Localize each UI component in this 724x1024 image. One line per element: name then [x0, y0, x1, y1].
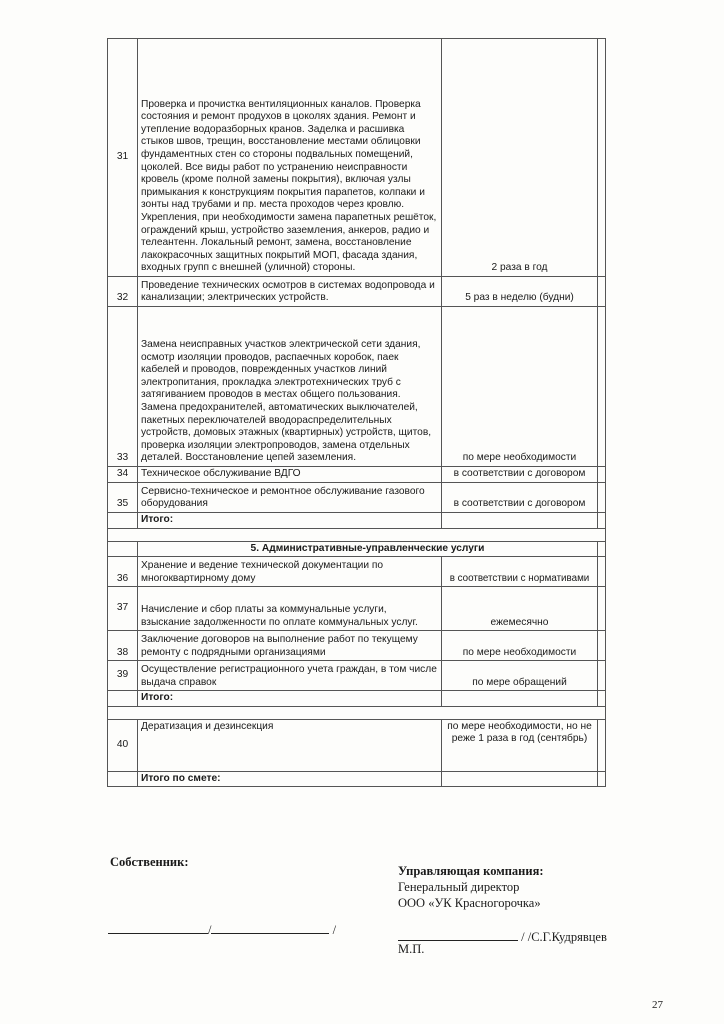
row-description: Проверка и прочистка вентиляционных каналов. Проверка состояния и ремонт продухов в цоколях здания. Ремонт и утепление водоразборных кранов. Заделка и расшивка стыков швов, трещин, восстановление местами облицовки фундаментных стен со стороны подвальных помещений, цоколей. Все виды работ по устранению неисправности кровель (кроме полной замены покрытия), включая узлы примыкания к конструкциям покрытия парапетов, колпаки и зонты над трубами и пр. места проходов через кровлю. Укрепления, при необходимости замена парапетных решёток, ограждений крыш, устройство заземления, анкеров, радио и телеантенн. Локальный ремонт, замена, восстановление лакокрасочных защитных покрытий МОП, фасада здания, входных групп с внешней (уличной) стороны.: [138, 39, 442, 277]
director-signature-line: / /С.Г.Кудрявцев: [398, 928, 607, 945]
subtotal-label: Итого:: [138, 513, 442, 529]
row-number: 37: [108, 587, 138, 631]
table-row: [108, 557, 606, 587]
company-label: Управляющая компания:: [398, 864, 544, 878]
row-frequency: по мере необходимости: [442, 631, 598, 661]
table-row: [108, 631, 606, 661]
table-row: [108, 277, 606, 307]
row-frequency: по мере необходимости: [442, 307, 598, 467]
row-frequency: 5 раз в неделю (будни): [442, 277, 598, 307]
row-description: Хранение и ведение технической документации по многоквартирному дому: [138, 557, 442, 587]
row-frequency: в соответствии с нормативами: [442, 557, 598, 587]
total-label: Итого по смете:: [138, 771, 442, 787]
row-frequency: ежемесячно: [442, 587, 598, 631]
works-table: [107, 38, 606, 787]
owner-signature-line: / /: [108, 921, 336, 938]
subtotal-label: Итого:: [138, 691, 442, 707]
row-number: 33: [108, 307, 138, 467]
owner-label: Собственник:: [110, 855, 189, 869]
table-row: [108, 587, 606, 631]
stamp-label: М.П.: [398, 942, 425, 956]
table-row: [108, 307, 606, 467]
row-number: 36: [108, 557, 138, 587]
row-frequency: по мере обращений: [442, 661, 598, 691]
row-number: 39: [108, 661, 138, 691]
row-description: Осуществление регистрационного учета граждан, в том числе выдача справок: [138, 661, 442, 691]
subtotal-row: [108, 691, 606, 707]
table-row: [108, 661, 606, 691]
row-description: Техническое обслуживание ВДГО: [138, 467, 442, 483]
row-frequency: в соответствии с договором: [442, 483, 598, 513]
table-row: [108, 483, 606, 513]
row-number: 40: [108, 719, 138, 771]
section-title: 5. Административные-управленческие услуги: [138, 541, 598, 557]
row-description: Дератизация и дезинсекция: [138, 719, 442, 771]
row-description: Сервисно-техническое и ремонтное обслуживание газового оборудования: [138, 483, 442, 513]
row-number: 34: [108, 467, 138, 483]
total-row: [108, 771, 606, 787]
row-number: 35: [108, 483, 138, 513]
section-header: [108, 541, 606, 557]
row-description: Заключение договоров на выполнение работ по текущему ремонту с подрядными организациями: [138, 631, 442, 661]
row-number: 32: [108, 277, 138, 307]
row-description: Проведение технических осмотров в системах водопровода и канализации; электрических устройств.: [138, 277, 442, 307]
company-name: ООО «УК Красногорочка»: [398, 896, 541, 910]
table-row: [108, 39, 606, 277]
row-frequency: по мере необходимости, но не реже 1 раза в год (сентябрь): [442, 719, 598, 771]
table-row: [108, 719, 606, 771]
row-description: Замена неисправных участков электрической сети здания, осмотр изоляции проводов, распаечных коробок, паек кабелей и проводов, поврежденных участков линий электропитания, прокладка электротехнических труб с затягиванием проводов в местах общего пользования. Замена предохранителей, автоматических выключателей, пакетных переключателей вводораспределительных устройств, домовых этажных (квартирных) устройств, щитов, проверка изоляции электропроводов, замена отдельных деталей. Восстановление цепей заземления.: [138, 307, 442, 467]
row-frequency: в соответствии с договором: [442, 467, 598, 483]
director-title: Генеральный директор: [398, 880, 520, 894]
row-description: Начисление и сбор платы за коммунальные услуги, взыскание задолженности по оплате коммунальных услуг.: [138, 587, 442, 631]
subtotal-row: [108, 513, 606, 529]
page-number: 27: [652, 999, 663, 1011]
table-row: [108, 467, 606, 483]
row-number: 38: [108, 631, 138, 661]
row-number: 31: [108, 39, 138, 277]
director-name: /С.Г.Кудрявцев: [527, 930, 607, 944]
row-frequency: 2 раза в год: [442, 39, 598, 277]
